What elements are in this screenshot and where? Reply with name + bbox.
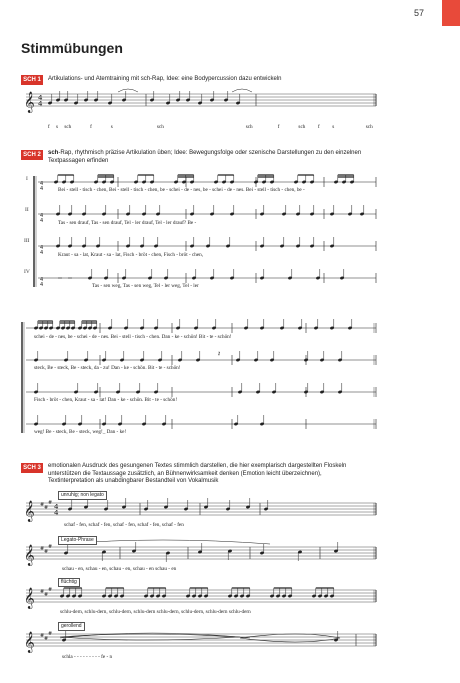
voice-label-3: III bbox=[24, 238, 30, 244]
time-signature: 4 bbox=[40, 277, 44, 283]
sch2-sys1-lyrics-2: Tas - sen drauf, Tas - sen drauf, Tel - ler drauf, Tel - ler drauf? Be - bbox=[58, 220, 197, 226]
expression-tag-gerollend: gerollend bbox=[58, 622, 85, 631]
time-signature: 4 bbox=[40, 218, 44, 224]
sharp-icon: # bbox=[40, 546, 45, 552]
time-signature: 4 bbox=[40, 282, 44, 288]
sch2-description-text: -Rap, rhythmisch präzise Artikulation üben; Idee: Bewegungsfolge oder szenische Darstellungen zu den einzelnen Textpassagen erfinden bbox=[48, 150, 362, 164]
treble-clef-icon: 𝄞 bbox=[24, 545, 35, 566]
sch1-syl: f bbox=[90, 124, 92, 130]
sch1-syl: s bbox=[332, 124, 335, 130]
rest-icon: 𝄽 bbox=[218, 350, 221, 358]
sch3-lyrics-4: schla - - - - - - - - - fe - n bbox=[62, 654, 113, 660]
dynamic-hairpin bbox=[240, 634, 340, 642]
voice-label-4: IV bbox=[24, 269, 30, 275]
treble-clef-icon: 𝄞 bbox=[24, 632, 35, 653]
sch2-badge: SCH 2 bbox=[21, 150, 43, 160]
sch3-lyrics-2: schau - en, schau - en, schau - en, schau - en schau - en bbox=[62, 566, 177, 572]
sch1-badge: SCH 1 bbox=[21, 75, 43, 85]
sch2-sys2-lyrics-2: steck, Be - steck, Be - steck, da - zu! Dan - ke - schön. Bit - te - schön! bbox=[34, 365, 181, 371]
sch2-sys2-lyrics-1: schei - de - nes, be - schei - de - nes. Bei - stell - tisch - chen. Dan - ke - schön! Bit - te - schön! bbox=[34, 334, 232, 340]
treble-clef-icon: 𝄞 bbox=[24, 92, 35, 113]
sch1-syl: s bbox=[110, 124, 113, 130]
sharp-icon: # bbox=[48, 587, 53, 593]
sch3-badge: SCH 3 bbox=[21, 463, 43, 473]
sch1-syl: sch bbox=[298, 124, 306, 130]
expression-tag-unruhig: unruhig; non legato bbox=[58, 491, 107, 500]
sch1-lyrics bbox=[48, 124, 373, 130]
sch1-description: Artikulations- und Atemtraining mit sch-Rap, Idee: eine Bodypercussion dazu entwickeln bbox=[48, 76, 282, 82]
time-signature: 4 bbox=[40, 181, 44, 187]
sharp-icon: # bbox=[44, 505, 49, 511]
sch2-sys1-lyrics-3: Kraut - sa - lat, Kraut - sa - lat, Fisch - bröt - chen, Fisch - bröt - chen, bbox=[58, 252, 204, 258]
sharp-icon: # bbox=[48, 544, 53, 550]
sch1-syl: f bbox=[48, 124, 50, 130]
sharp-icon: # bbox=[40, 633, 45, 639]
time-signature: 4 bbox=[40, 186, 44, 192]
time-signature: 4 bbox=[54, 509, 59, 517]
sharp-icon: # bbox=[44, 592, 49, 598]
sch3-lyrics-3: schlu-dern, schlu-dern, schlu-dern, schlu-dern schlu-dern, schlu-dern, schlu-dern schlu-dern bbox=[60, 609, 251, 615]
sharp-icon: # bbox=[40, 502, 45, 508]
sch1-syl: f bbox=[317, 124, 320, 130]
sch3-lyrics-1: schaf - fen, schaf - fen, schaf - fen, schaf - fen, schaf - fen bbox=[64, 522, 184, 528]
sch1-syl: s bbox=[56, 124, 59, 130]
time-signature: 4 bbox=[40, 213, 44, 219]
sch2-description-bold: sch bbox=[48, 150, 59, 156]
page-number: 57 bbox=[413, 8, 424, 18]
sharp-icon: # bbox=[48, 500, 53, 506]
voice-label-1: I bbox=[26, 176, 28, 182]
sharp-icon: # bbox=[48, 631, 53, 637]
time-signature: 4 bbox=[38, 100, 43, 108]
sharp-icon: # bbox=[44, 549, 49, 555]
sch2-sys2-lyrics-4: weg! Be - steck, Be - steck, weg!_ Dan - ke! bbox=[34, 429, 127, 435]
sch1-breath-arc bbox=[118, 89, 138, 92]
sch3-description: emotionalen Ausdruck des gesungenen Textes stimmlich darstellen, die hier exemplarisch dargestellten Floskeln unterstützen die Textaussage zusätzlich, an Bühnenwirksamkeit denken (Emotion leicht überzeichnen), Textinterpretation als unabdingbarer Bestandteil von Vokalmusik bbox=[48, 463, 347, 485]
sch2-sys2-lyrics-3: Fisch - bröt - chen, Kraut - sa - lat! Dan - ke - schön. Bit - te - schön! bbox=[34, 397, 178, 403]
sch1-syl: sch bbox=[156, 124, 164, 130]
sch1-syl: sch bbox=[64, 124, 72, 130]
time-signature: 4 bbox=[40, 245, 44, 251]
sch2-sys1-lyrics-1: Bei - stell - tisch - chen, Bei - stell - tisch - chen, be - schei - de - nes, be - schei - de - nes. Bei - stell - tisch - chen, be - bbox=[58, 187, 305, 193]
treble-clef-icon: 𝄞 bbox=[24, 588, 35, 609]
expression-tag-fluechtig: flüchtig bbox=[58, 578, 80, 587]
sch2-sys1-lyrics-4: Tas - sen weg, Tas - sen weg, Tel - ler weg, Tel - ler bbox=[92, 283, 199, 289]
page-title: Stimmübungen bbox=[21, 40, 123, 56]
sch1-syl: sch bbox=[365, 124, 373, 130]
expression-tag-legato: Legato-Phrase bbox=[58, 536, 97, 545]
sch1-syl: f bbox=[277, 124, 280, 130]
sch1-breath-arc bbox=[232, 89, 252, 92]
sharp-icon: # bbox=[44, 636, 49, 642]
time-signature: 4 bbox=[54, 503, 59, 511]
treble-clef-icon: 𝄞 bbox=[24, 501, 35, 522]
time-signature: 4 bbox=[38, 94, 43, 102]
sharp-icon: # bbox=[40, 589, 45, 595]
sch1-syl: sch bbox=[245, 124, 253, 130]
time-signature: 4 bbox=[40, 250, 44, 256]
voice-label-2: II bbox=[25, 207, 29, 213]
